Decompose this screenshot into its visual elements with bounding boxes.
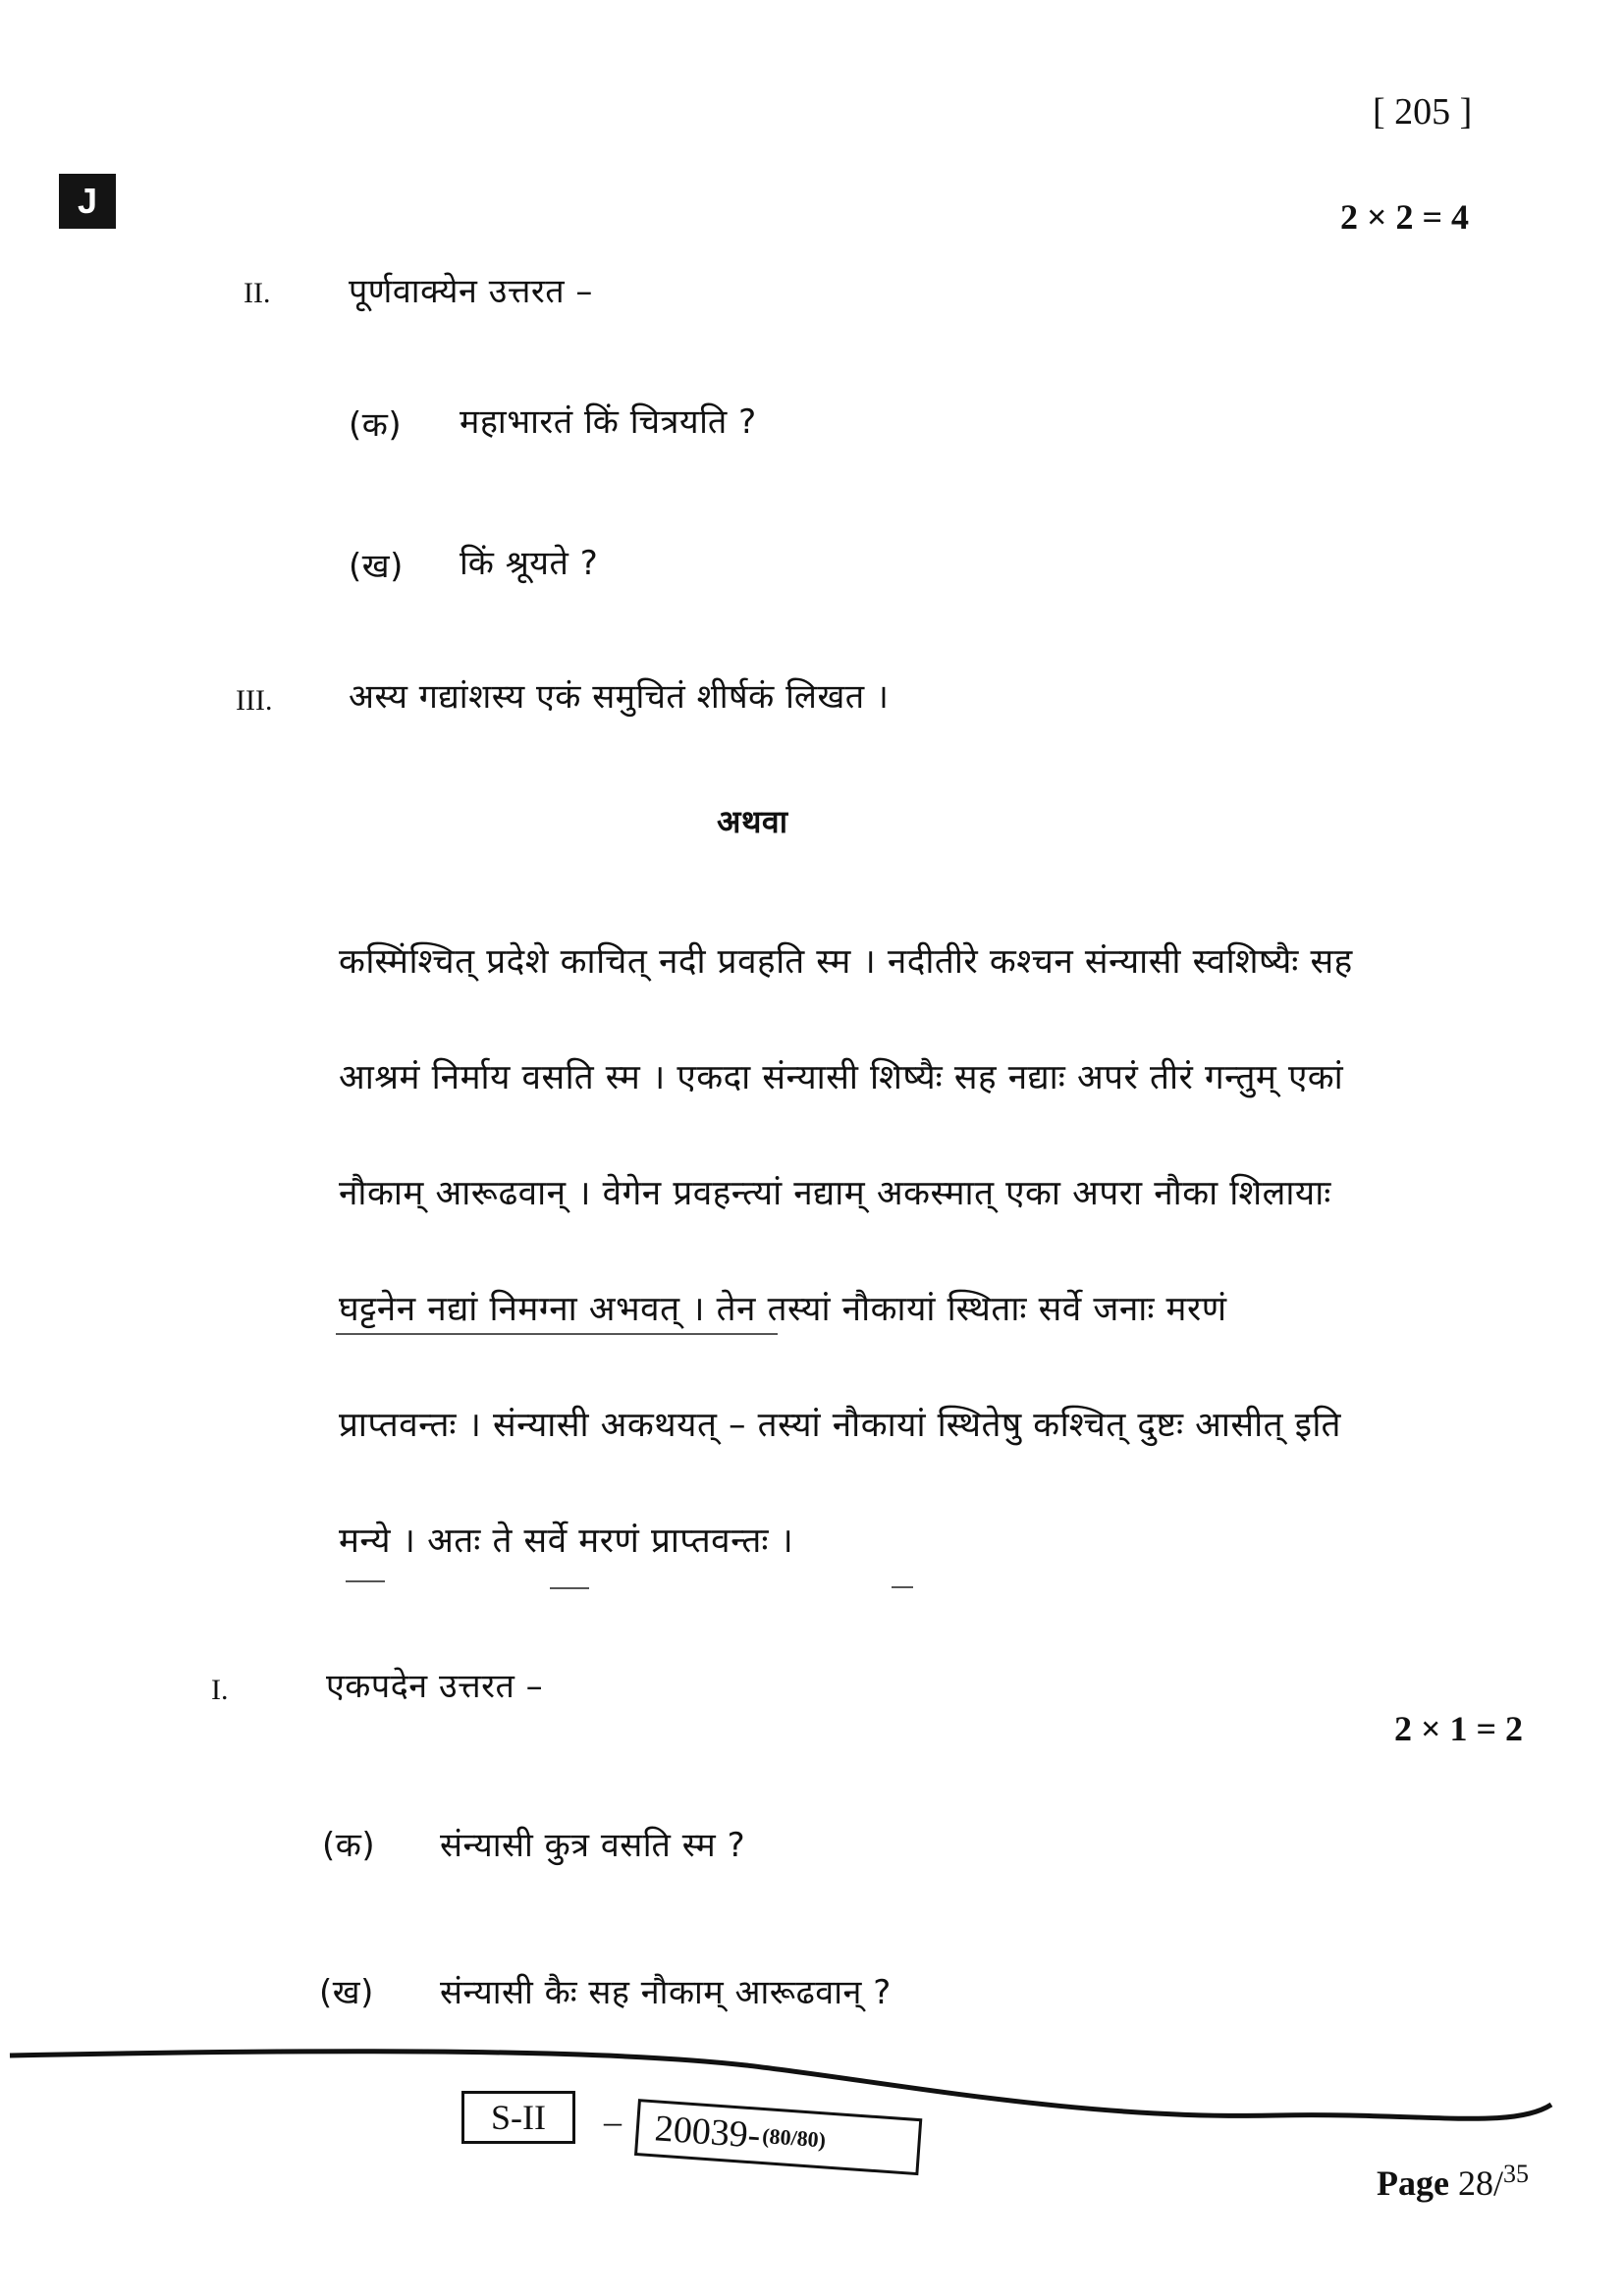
passage-line: घट्टनेन नद्यां निमग्ना अभवत् । तेन तस्यां नौकायां स्थिताः सर्वे जनाः मरणं: [339, 1290, 1227, 1329]
question-I-instruction: एकपदेन उत्तरत –: [326, 1667, 544, 1706]
section-marks: 2 × 2 = 4: [1340, 197, 1470, 237]
question-I-marks: 2 × 1 = 2: [1394, 1709, 1524, 1748]
handwritten-mark: [346, 1580, 385, 1582]
page-total: 35: [1502, 2160, 1529, 2188]
passage-line: प्राप्तवन्तः । संन्यासी अकथयत् – तस्यां नौकायां स्थितेषु कश्चित् दुष्टः आसीत् इति: [339, 1406, 1341, 1445]
series-box: S-II: [461, 2091, 575, 2144]
page-number: [1377, 2160, 1529, 2204]
question-II-instruction: पूर्णवाक्येन उत्तरत –: [349, 272, 593, 311]
passage-line: नौकाम् आरूढवान् । वेगेन प्रवहन्त्यां नद्याम् अकस्मात् एका अपरा नौका शिलायाः: [339, 1174, 1331, 1213]
passage-line: आश्रमं निर्माय वसति स्म । एकदा संन्यासी शिष्यैः सह नद्याः अपरं तीरं गन्तुम् एकां: [339, 1058, 1344, 1097]
question-I-number: I.: [211, 1674, 229, 1706]
question-II-item-kha-text: किं श्रूयते ?: [460, 544, 599, 583]
handwritten-mark: [892, 1586, 913, 1588]
question-II-item-ka-text: महाभारतं किं चित्रयति ?: [460, 402, 757, 442]
page-label: Page: [1377, 2163, 1449, 2203]
passage-line: मन्ये । अतः ते सर्वे मरणं प्राप्तवन्तः ।: [339, 1522, 794, 1561]
passage: [339, 937, 1532, 1575]
set-label-badge: J: [59, 174, 116, 229]
question-II-item-kha-label: (ख): [349, 547, 404, 586]
question-II-item-ka-label: (क): [349, 405, 403, 445]
page-current: 28/: [1457, 2163, 1503, 2203]
question-I-item-kha-label: (ख): [319, 1973, 374, 2012]
question-III-instruction: अस्य गद्यांशस्य एकं समुचितं शीर्षकं लिखत ।: [349, 677, 890, 717]
handwritten-mark: [550, 1587, 589, 1589]
handwritten-underline: [336, 1333, 778, 1335]
paper-code-suffix: (80/80): [761, 2123, 827, 2153]
footer-separator: –: [604, 2102, 622, 2141]
question-I-item-ka-label: (क): [322, 1826, 376, 1865]
or-heading: अथवा: [717, 803, 788, 840]
page-code: [ 205 ]: [1373, 91, 1473, 133]
passage-line: कस्मिंश्चित् प्रदेशे काचित् नदी प्रवहति स्म । नदीतीरे कश्चन संन्यासी स्वशिष्यैः सह: [339, 942, 1353, 982]
question-II-number: II.: [244, 277, 271, 309]
paper-code: 20039-: [653, 2108, 762, 2157]
question-I-item-ka-text: संन्यासी कुत्र वसति स्म ?: [440, 1826, 746, 1865]
question-I-item-kha-text: संन्यासी कैः सह नौकाम् आरूढवान् ?: [440, 1973, 892, 2012]
question-III-number: III.: [236, 684, 273, 717]
